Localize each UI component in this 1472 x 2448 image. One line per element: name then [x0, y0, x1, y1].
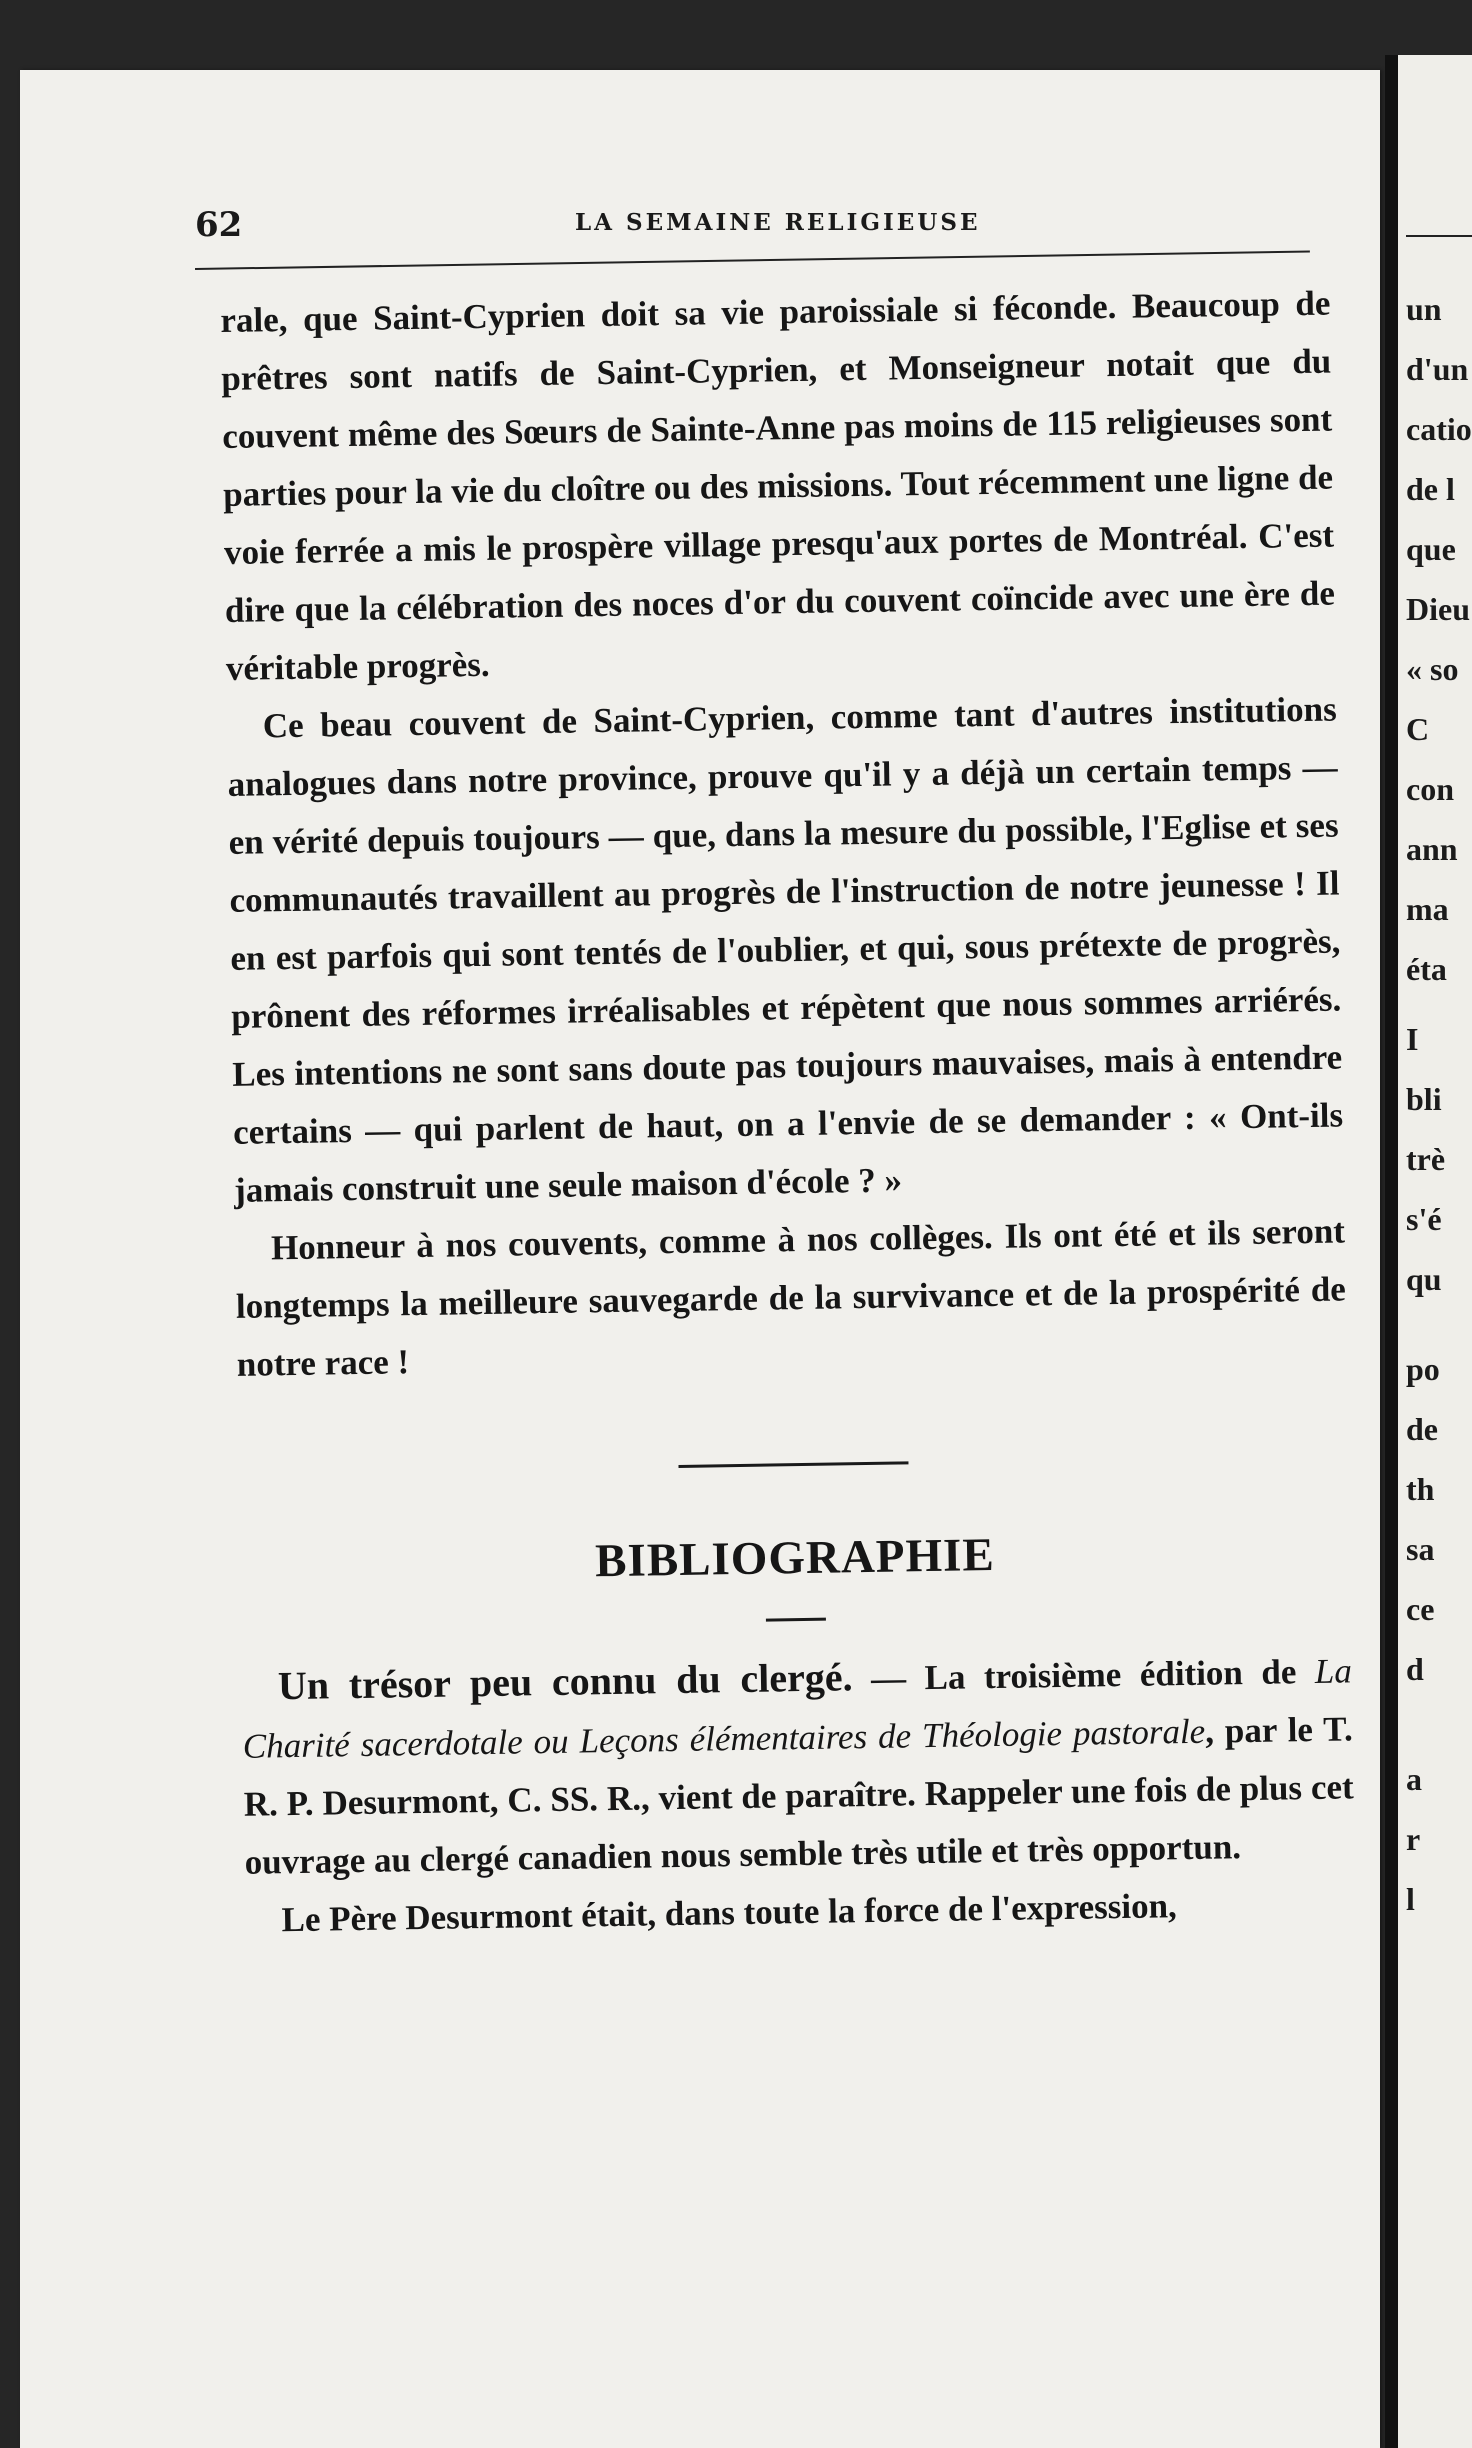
body-text	[220, 275, 1356, 1950]
next-page-fragment: a	[1406, 1761, 1422, 1797]
next-page-fragment: ann	[1406, 831, 1458, 867]
page-header	[195, 205, 1305, 249]
next-page-fragment: que	[1406, 531, 1456, 567]
next-page-fragment: trè	[1406, 1141, 1446, 1177]
next-page-rule	[1406, 235, 1472, 237]
next-page-fragment: I	[1406, 1021, 1419, 1057]
next-page-fragment: ce	[1406, 1591, 1435, 1627]
entry-lead: Un trésor peu connu du clergé.	[277, 1654, 853, 1709]
next-page-fragment: éta	[1406, 951, 1447, 987]
next-page-fragment: d	[1406, 1651, 1424, 1687]
paragraph-1: rale, que Saint-Cyprien doit sa vie paroissiale si féconde. Beaucoup de prêtres sont natifs de Saint-Cyprien, et Monseigneur notait que du couvent même des Sœurs de Sainte-Anne pas moins de 115 religieuses sont parties pour la vie du cloître ou des missions. Tout récemment une ligne de voie ferrée a mis le prospère village presqu'aux portes de Montréal. C'est dire que la célébration des noces d'or du couvent coïncide avec une ère de véritable progrès.	[220, 283, 1336, 688]
next-page-fragment: d'un	[1406, 351, 1469, 387]
bibliography-entry	[241, 1640, 1355, 1891]
next-page-fragment: de l	[1406, 471, 1455, 507]
title-underline	[766, 1618, 826, 1622]
next-page-fragment: qu	[1406, 1261, 1442, 1297]
next-page-fragment: sa	[1406, 1531, 1435, 1567]
next-page-fragment: con	[1406, 771, 1454, 807]
next-page-fragment: bli	[1406, 1081, 1442, 1117]
paragraph-3: Honneur à nos couvents, comme à nos collèges. Ils ont été et ils seront longtemps la meilleure sauvegarde de la survivance et de la prospérité de notre race !	[235, 1211, 1347, 1384]
section-title: BIBLIOGRAPHIE	[594, 1528, 996, 1588]
page-number: 62	[195, 205, 243, 245]
next-page-fragment: un	[1406, 291, 1442, 327]
next-page-fragment: Dieu	[1406, 591, 1470, 627]
next-page-fragment: « so	[1406, 651, 1459, 687]
section-divider	[678, 1461, 908, 1468]
next-page-fragment: catio	[1406, 411, 1472, 447]
next-page-fragment: th	[1406, 1471, 1435, 1507]
entry-text-before-title: — La troisième édition de	[852, 1651, 1316, 1699]
next-page-fragment: r	[1406, 1821, 1421, 1857]
paragraph-last: Le Père Desurmont était, dans toute la force de l'expression,	[281, 1886, 1178, 1940]
running-title: LA SEMAINE RELIGIEUSE	[575, 209, 981, 236]
entry-text-after-title: , par le T. R. P. Desurmont, C. SS. R., vient de paraître. Rappeler une fois de plus cet ouvrage au clergé canadien nous semble très utile et très opportun.	[243, 1709, 1354, 1882]
next-page-fragment: l	[1406, 1881, 1415, 1917]
next-page-fragment: s'é	[1406, 1201, 1442, 1237]
book-title: La Charité sacerdotale ou Leçons élémentaires de Théologie pastorale	[242, 1651, 1353, 1766]
next-page-edge	[1398, 55, 1472, 2448]
paragraph-2: Ce beau couvent de Saint-Cyprien, comme tant d'autres institutions analogues dans notre province, prouve qu'il y a déjà un certain temps — en vérité depuis toujours — que, dans la mesure du possible, l'Eglise et ses communautés travaillent au progrès de l'instruction de notre jeunesse ! Il en est parfois qui sont tentés de l'oublier, et qui, sous prétexte de progrès, prônent des réformes irréalisables et répètent que nous sommes arriérés. Les intentions ne sont sans doute pas toujours mauvaises, mais à entendre certains — qui parlent de haut, on a l'envie de se demander : « Ont-ils jamais construit une seule maison d'école ? »	[227, 689, 1344, 1210]
next-page-fragment: C	[1406, 711, 1430, 747]
page-gutter	[1385, 55, 1398, 2448]
next-page-fragment: po	[1406, 1351, 1440, 1387]
next-page-fragment: de	[1406, 1411, 1438, 1447]
next-page-fragment: ma	[1406, 891, 1449, 927]
